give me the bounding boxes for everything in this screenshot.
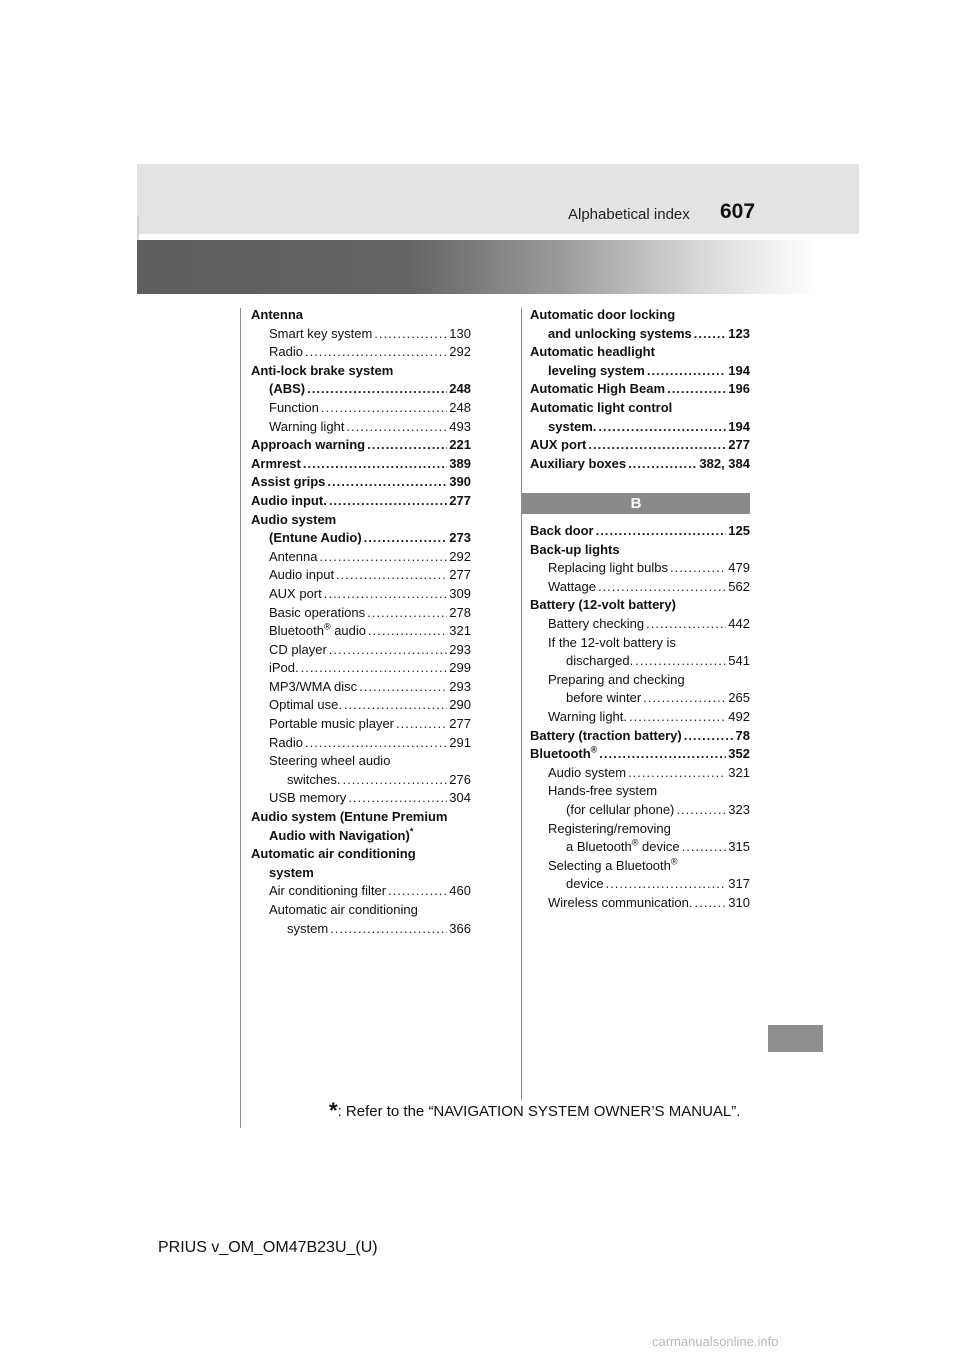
index-entry [530,652,750,671]
index-entry-page: 125 [728,523,750,538]
index-entry-page: 123 [728,325,750,341]
leader-dots [303,455,447,474]
index-entry-term: discharged. [566,653,634,669]
index-entry [530,857,750,876]
index-entry-page: 382, 384 [699,455,750,471]
leader-dots [321,399,447,418]
index-entry-term: Automatic light control [530,399,673,415]
index-entry-term: Automatic door locking [530,307,676,322]
section-side-tab [768,1025,823,1052]
index-entry-page: 290 [449,697,471,713]
index-entry-term: Steering wheel audio [269,753,391,769]
index-entry [530,455,750,474]
index-entry-term: Warning light. [548,708,627,724]
index-entry-page: 366 [449,920,471,936]
index-entry-term: Smart key system [269,325,373,341]
leader-dots [324,585,448,604]
leader-dots [342,771,447,790]
index-entry-term: Audio system [251,511,337,527]
index-entry-term: Function [269,399,319,415]
index-entry [251,548,471,567]
leader-dots [374,325,447,344]
index-entry-term: MP3/WMA disc [269,678,358,694]
index-entry [530,436,750,455]
leader-dots [635,652,726,671]
index-entry [530,745,750,764]
leader-dots [676,801,726,820]
index-entry-term: Automatic High Beam [530,381,666,397]
index-entry [251,641,471,660]
index-entry [530,522,750,541]
leader-dots [396,715,447,734]
leader-dots [596,522,727,541]
index-entry-term: If the 12-volt battery is [548,634,676,650]
leader-dots [588,436,726,455]
index-entry-term: Preparing and checking [548,671,685,687]
index-entry-page: 248 [449,399,471,415]
index-entry-page: 130 [449,325,471,341]
leader-dots [305,734,447,753]
section-header-b: B [522,493,750,514]
index-entry-page: 277 [728,437,750,453]
leader-dots [684,727,734,746]
leader-dots [694,325,727,344]
index-entry-term: Audio with Navigation)* [269,826,414,843]
index-entry [251,901,471,920]
index-entry-term: system [269,864,314,880]
index-entry-page: 321 [449,623,471,639]
index-entry [530,596,750,615]
index-entry-page: 304 [449,790,471,806]
index-entry-page: 492 [728,708,750,724]
index-column-left [251,306,471,938]
index-entry-term: Auxiliary boxes [530,455,627,471]
index-entry-term: (Entune Audio) [269,530,362,546]
index-entry [530,894,750,913]
index-entry [251,455,471,474]
index-entry [251,380,471,399]
footnote [329,1098,740,1124]
index-entry-term: Radio [269,734,303,750]
leader-dots [598,578,726,597]
index-entry-page: 479 [728,560,750,576]
index-entry [251,511,471,530]
footnote-text: : Refer to the “NAVIGATION SYSTEM OWNER’S MANUAL”. [337,1103,741,1120]
left-column-rule [240,308,241,1128]
index-entry-page: 265 [728,690,750,706]
index-entry [530,418,750,437]
leader-dots [695,894,727,913]
index-entry [530,559,750,578]
header-edge-mark [137,216,139,240]
leader-dots [682,838,727,857]
index-entry [251,399,471,418]
leader-dots [346,418,447,437]
index-entry-page: 315 [728,839,750,855]
index-entry [251,827,471,846]
index-entry-term: device [566,876,604,892]
index-entry-page: 323 [728,801,750,817]
index-entry [251,845,471,864]
index-entry-term: system. [548,418,597,434]
index-entry-term: Automatic air conditioning [251,846,416,862]
index-entry [530,343,750,362]
index-entry-term: Basic operations [269,604,366,620]
index-entry [530,782,750,801]
index-entry-term: Bluetooth® [530,744,598,762]
index-entry-page: 460 [449,883,471,899]
index-entry-page: 310 [728,894,750,910]
index-entry [251,864,471,883]
index-entry-term: (ABS) [269,381,306,397]
index-entry-term: Back door [530,523,594,538]
leader-dots [327,473,447,492]
index-entry-term: Audio system (Entune Premium [251,809,448,825]
index-entry-page: 277 [449,567,471,583]
index-entry-term: Battery (12-volt battery) [530,597,676,613]
index-entry-term: Anti-lock brake system [251,362,394,378]
index-entry-page: 221 [449,437,471,453]
index-entry [530,875,750,894]
index-entry-page: 194 [728,418,750,434]
leader-dots [364,529,448,548]
leader-dots [307,380,447,399]
index-entry-term: switches. [287,771,341,787]
leader-dots [598,418,726,437]
index-entry-term: system [287,920,329,936]
index-entry-term: leveling system [548,362,645,378]
index-entry [251,585,471,604]
index-entry [530,399,750,418]
index-entry-page: 389 [449,455,471,471]
index-entry [530,838,750,857]
leader-dots [643,689,726,708]
index-entry-page: 442 [728,615,750,631]
index-entry [251,436,471,455]
index-entry-page: 352 [728,746,750,762]
index-entry-term: Replacing light bulbs [548,560,668,576]
index-entry-term: Bluetooth® audio [269,621,366,639]
index-entry-term: Automatic headlight [530,344,655,360]
index-entry-page: 273 [449,530,471,546]
index-entry [251,306,471,325]
document-id: PRIUS v_OM_OM47B23U_(U) [158,1239,378,1256]
index-entry-term: Back-up lights [530,541,620,557]
leader-dots [359,678,447,697]
leader-dots [628,764,726,783]
leader-dots [329,492,447,511]
leader-dots [667,380,726,399]
index-entry [251,808,471,827]
index-entry [530,380,750,399]
column-divider [521,308,522,1100]
index-entry-term: Radio [269,344,303,360]
index-entry-term: Battery checking [548,615,645,631]
index-entry-term: Battery (traction battery) [530,727,682,743]
leader-dots [305,343,447,362]
leader-dots [367,604,447,623]
index-entry [251,696,471,715]
leader-dots [329,641,448,660]
leader-dots [599,745,726,764]
leader-dots [336,566,447,585]
index-entry-page: 194 [728,362,750,378]
index-entry [251,678,471,697]
index-entry-page: 562 [728,578,750,594]
index-entry [530,634,750,653]
index-entry-page: 299 [449,660,471,676]
index-entry [530,708,750,727]
leader-dots [670,559,726,578]
index-entry [530,325,750,344]
index-entry-term: Approach warning [251,437,366,453]
index-entry [251,473,471,492]
index-entry-term: and unlocking systems [548,325,692,341]
index-entry-page: 493 [449,418,471,434]
index-entry-term: Audio input [269,567,335,583]
index-entry-term: Audio input. [251,492,327,508]
index-entry [251,734,471,753]
index-entry-term: Antenna [251,307,303,322]
index-entry-page: 276 [449,771,471,787]
index-entry [530,820,750,839]
index-entry [530,801,750,820]
index-entry-term: iPod. [269,660,299,676]
index-entry-term: Portable music player [269,716,394,732]
index-entry-term: Selecting a Bluetooth® [548,856,678,873]
index-entry [251,789,471,808]
index-entry-page: 292 [449,344,471,360]
index-column-right-a [530,306,750,473]
index-entry-page: 292 [449,548,471,564]
index-entry-term: Wireless communication. [548,894,693,910]
leader-dots [330,920,447,939]
header-gradient-bar [137,240,817,294]
index-entry [251,771,471,790]
index-entry [251,325,471,344]
index-entry-term: CD player [269,641,327,657]
index-entry [251,566,471,585]
index-entry-page: 293 [449,641,471,657]
index-entry [530,615,750,634]
index-entry-page: 293 [449,678,471,694]
leader-dots [344,696,447,715]
index-entry-term: Armrest [251,455,301,471]
index-entry [251,715,471,734]
leader-dots [647,362,726,381]
index-column-right-b [530,522,750,912]
index-entry-term: Hands-free system [548,783,658,799]
leader-dots [606,875,727,894]
leader-dots [367,436,447,455]
index-entry-page: 321 [728,764,750,780]
index-entry [530,362,750,381]
index-entry [251,622,471,641]
index-entry [530,578,750,597]
index-entry-page: 291 [449,734,471,750]
watermark: carmanualsonline.info [652,1334,779,1349]
index-entry [530,541,750,560]
index-entry [530,689,750,708]
index-entry-term: Warning light [269,418,345,434]
index-entry-term: Optimal use. [269,697,342,713]
index-entry-page: 248 [449,381,471,397]
index-entry-term: Wattage [548,578,596,594]
index-entry [251,882,471,901]
index-entry-term: AUX port [530,437,587,453]
index-entry [251,418,471,437]
page-header-title: Alphabetical index [568,206,690,223]
index-entry-page: 317 [728,876,750,892]
leader-dots [348,789,447,808]
index-entry [251,604,471,623]
index-entry-term: Registering/removing [548,820,671,836]
index-entry-page: 277 [449,492,471,508]
index-entry-term: Audio system [548,764,627,780]
index-entry-page: 277 [449,716,471,732]
index-entry [530,671,750,690]
index-entry-page: 196 [728,381,750,397]
leader-dots [368,622,447,641]
footnote-star: * [329,1098,338,1123]
index-entry-term: (for cellular phone) [566,801,675,817]
index-entry-term: USB memory [269,790,347,806]
index-entry-term: Assist grips [251,474,326,490]
index-entry-page: 390 [449,474,471,490]
leader-dots [628,455,697,474]
index-entry-page: 278 [449,604,471,620]
index-entry [251,920,471,939]
index-entry [530,306,750,325]
index-entry [251,362,471,381]
index-entry [251,659,471,678]
leader-dots [629,708,726,727]
index-entry-page: 309 [449,585,471,601]
index-entry-term: Air conditioning filter [269,883,387,899]
index-entry [251,343,471,362]
index-entry-page: 78 [735,727,750,743]
page-number: 607 [720,200,756,223]
index-entry-term: a Bluetooth® device [566,837,680,855]
index-entry-term: before winter [566,690,642,706]
index-entry-term: Antenna [269,548,318,564]
index-entry [530,764,750,783]
index-entry-term: AUX port [269,585,322,601]
leader-dots [646,615,726,634]
index-entry-term: Automatic air conditioning [269,902,418,917]
index-entry [251,752,471,771]
index-entry [530,727,750,746]
index-entry-page: 541 [728,653,750,669]
leader-dots [319,548,447,567]
leader-dots [301,659,448,678]
index-entry [251,492,471,511]
leader-dots [388,882,447,901]
index-entry [251,529,471,548]
